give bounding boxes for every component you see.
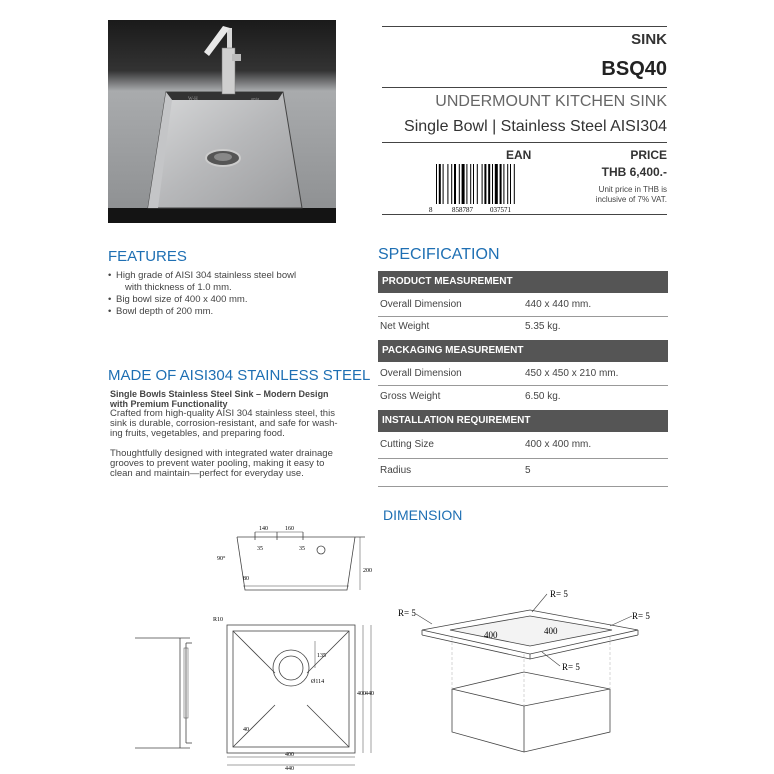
- material-text: Single Bowls Stainless Steel Sink – Modern Design with Premium Functionality Crafted from high-quality AISI 304 stainless steel, this sink is durable, corrosion-resistant, and safe for wash- ing fruits, vegetables, and preparing food. Thoughtfully designed with integrated water drainage grooves to prevent water pooling, making it easy to clean and maintain—perfect for everyday use.: [110, 389, 338, 479]
- side-section-drawing: [195, 520, 380, 600]
- dim-400-height: 400: [357, 691, 366, 697]
- barcode-bar: [503, 164, 504, 204]
- price-note: Unit price in THB is inclusive of 7% VAT.: [595, 185, 667, 204]
- dim-440-width: 440: [285, 766, 294, 770]
- barcode-bar: [488, 164, 490, 204]
- header-top-rule: [382, 26, 667, 27]
- dim-200: 200: [363, 568, 372, 574]
- barcode-bar: [454, 164, 456, 204]
- barcode-bar: [436, 164, 437, 204]
- radius-label-1: R= 5: [398, 608, 416, 618]
- spec-row: Net Weight 5.35 kg.: [380, 321, 561, 332]
- dim-160: 160: [285, 526, 294, 532]
- lid-label: W-H: [188, 97, 198, 102]
- dim-400-width: 400: [285, 752, 294, 758]
- spec-row: Overall Dimension 440 x 440 mm.: [378, 294, 668, 317]
- price-label: PRICE: [630, 148, 667, 162]
- dim-35-b: 35: [299, 546, 305, 552]
- isometric-drawing: [392, 582, 672, 767]
- feature-item: • Bowl depth of 200 mm.: [108, 306, 348, 318]
- product-category: SINK: [631, 31, 667, 48]
- packaging-measurement-bar: PACKAGING MEASUREMENT: [378, 340, 668, 362]
- product-subtitle: UNDERMOUNT KITCHEN SINK: [435, 93, 667, 110]
- brand-mark: arvia: [251, 96, 259, 101]
- barcode-bar: [462, 164, 465, 204]
- material-heading: MADE OF AISI304 STAINLESS STEEL: [108, 367, 371, 384]
- barcode: [428, 164, 532, 214]
- barcode-bar: [510, 164, 511, 204]
- barcode-bar: [514, 164, 515, 204]
- dim-140: 140: [259, 526, 268, 532]
- product-photo: [108, 20, 336, 223]
- feature-item: • Big bowl size of 400 x 400 mm.: [108, 294, 348, 306]
- barcode-bar: [443, 164, 444, 204]
- product-measurement-bar: PRODUCT MEASUREMENT: [378, 271, 668, 293]
- barcode-bar: [477, 164, 478, 204]
- radius-label-3: R= 5: [632, 611, 650, 621]
- barcode-bar: [466, 164, 467, 204]
- barcode-bar: [492, 164, 493, 204]
- top-view-drawing: [205, 605, 380, 770]
- product-model: BSQ40: [601, 58, 667, 80]
- spec-row: Cutting Size 400 x 400 mm.: [378, 434, 668, 459]
- header-bottom-rule: [382, 214, 667, 215]
- radius-label-2: R= 5: [550, 589, 568, 599]
- barcode-group2: 037571: [490, 206, 511, 214]
- dim-r10: R10: [213, 617, 224, 623]
- barcode-bar: [507, 164, 508, 204]
- barcode-bar: [484, 164, 486, 204]
- specification-heading: SPECIFICATION: [378, 246, 500, 263]
- barcode-bar: [470, 164, 471, 204]
- barcode-digit-left: 8: [429, 206, 433, 214]
- dim-440-height: 440: [365, 691, 374, 697]
- barcode-bar: [482, 164, 483, 204]
- header-model-rule: [382, 87, 667, 88]
- feature-item-continued: with thickness of 1.0 mm.: [125, 282, 232, 293]
- feature-item: • High grade of AISI 304 stainless steel bowl: [108, 270, 348, 282]
- installation-requirement-bar: INSTALLATION REQUIREMENT: [378, 410, 668, 432]
- end-view-drawing: [120, 628, 200, 758]
- barcode-bar: [473, 164, 474, 204]
- spec-row: Overall Dimension 450 x 450 x 210 mm.: [378, 363, 668, 386]
- dim-80: 80: [243, 576, 249, 582]
- barcode-bar: [447, 164, 448, 204]
- cut-length-right: 400: [544, 626, 558, 636]
- barcode-bar: [495, 164, 498, 204]
- dimension-heading: DIMENSION: [383, 507, 463, 523]
- features-list: [108, 270, 348, 318]
- spec-row: Gross Weight 6.50 kg.: [380, 391, 561, 402]
- barcode-bar: [459, 164, 460, 204]
- cut-length-left: 400: [484, 630, 498, 640]
- dim-phi114: Ø114: [311, 679, 325, 685]
- dim-35-a: 35: [257, 546, 263, 552]
- dim-40: 40: [243, 727, 249, 733]
- features-heading: FEATURES: [108, 248, 187, 265]
- ean-label: EAN: [506, 148, 532, 162]
- dim-135: 135: [317, 653, 326, 659]
- price-value: THB 6,400.-: [601, 165, 667, 179]
- barcode-group1: 858787: [452, 206, 473, 214]
- product-subtitle-material: Single Bowl | Stainless Steel AISI304: [404, 118, 667, 135]
- header-price-rule: [382, 142, 667, 143]
- dim-90-degree: 90°: [217, 556, 226, 562]
- spec-row: Radius 5: [378, 460, 668, 487]
- radius-label-4: R= 5: [562, 662, 580, 672]
- barcode-bar: [439, 164, 441, 204]
- barcode-bar: [500, 164, 502, 204]
- barcode-bar: [451, 164, 452, 204]
